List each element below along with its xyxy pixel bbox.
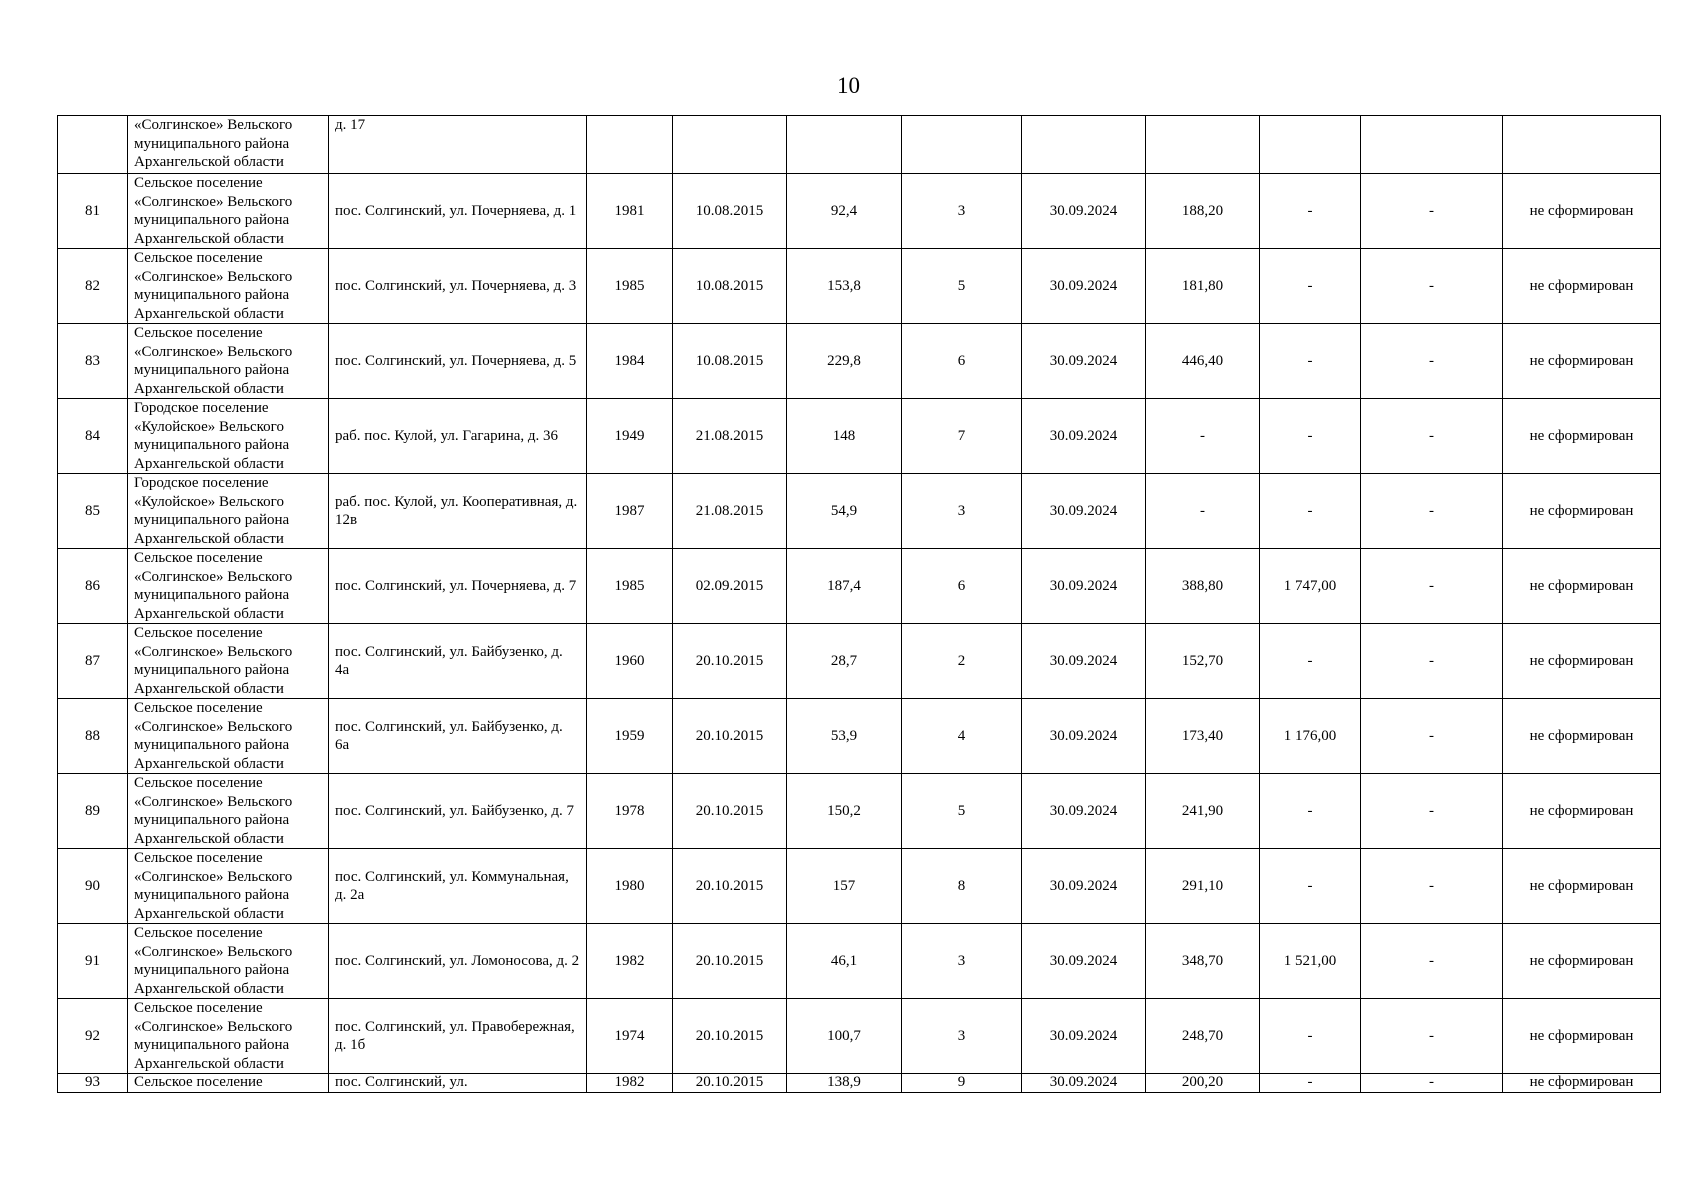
cell-status: не сформирован [1503, 624, 1661, 699]
cell-col9: 1 747,00 [1260, 549, 1361, 624]
cell-deadline: 30.09.2024 [1022, 174, 1146, 249]
cell-deadline: 30.09.2024 [1022, 624, 1146, 699]
cell-status: не сформирован [1503, 324, 1661, 399]
cell-col10: - [1361, 549, 1503, 624]
cell-col9: - [1260, 474, 1361, 549]
table-row [58, 699, 1661, 774]
cell-municipality: Сельское поселение «Солгинское» Вельского муниципального района Архангельской области [128, 549, 329, 624]
cell-empty [1022, 116, 1146, 174]
cell-col8: 152,70 [1146, 624, 1260, 699]
cell-col8: 200,20 [1146, 1074, 1260, 1093]
page-number: 10 [837, 73, 860, 98]
cell-num: 92 [58, 999, 128, 1074]
cell-empty [1503, 116, 1661, 174]
cell-col10: - [1361, 399, 1503, 474]
cell-address: д. 17 [329, 116, 587, 174]
cell-num: 83 [58, 324, 128, 399]
cell-area: 100,7 [787, 999, 902, 1074]
table-row [58, 774, 1661, 849]
table-row [58, 399, 1661, 474]
table-row [58, 849, 1661, 924]
cell-empty [587, 116, 673, 174]
cell-col9: 1 176,00 [1260, 699, 1361, 774]
cell-col8: 181,80 [1146, 249, 1260, 324]
cell-area: 46,1 [787, 924, 902, 999]
cell-people: 8 [902, 849, 1022, 924]
cell-col9: - [1260, 249, 1361, 324]
cell-date: 10.08.2015 [673, 249, 787, 324]
cell-people: 5 [902, 249, 1022, 324]
cell-col8: 291,10 [1146, 849, 1260, 924]
cell-col8: 188,20 [1146, 174, 1260, 249]
cell-col9: - [1260, 624, 1361, 699]
cell-area: 229,8 [787, 324, 902, 399]
cell-address: пос. Солгинский, ул. Почерняева, д. 1 [329, 174, 587, 249]
cell-people: 3 [902, 474, 1022, 549]
cell-col10: - [1361, 174, 1503, 249]
cell-col8: - [1146, 474, 1260, 549]
cell-date: 21.08.2015 [673, 399, 787, 474]
cell-year: 1974 [587, 999, 673, 1074]
cell-col9: - [1260, 324, 1361, 399]
cell-deadline: 30.09.2024 [1022, 1074, 1146, 1093]
cell-municipality: Сельское поселение «Солгинское» Вельского муниципального района Архангельской области [128, 849, 329, 924]
cell-municipality: Сельское поселение «Солгинское» Вельского муниципального района Архангельской области [128, 174, 329, 249]
cell-address: пос. Солгинский, ул. Ломоносова, д. 2 [329, 924, 587, 999]
cell-deadline: 30.09.2024 [1022, 849, 1146, 924]
cell-municipality: Сельское поселение «Солгинское» Вельского муниципального района Архангельской области [128, 324, 329, 399]
cell-col9: - [1260, 849, 1361, 924]
cell-year: 1949 [587, 399, 673, 474]
cell-col9: - [1260, 774, 1361, 849]
cell-year: 1959 [587, 699, 673, 774]
cell-status: не сформирован [1503, 174, 1661, 249]
cell-people: 6 [902, 324, 1022, 399]
cell-year: 1987 [587, 474, 673, 549]
cell-address: раб. пос. Кулой, ул. Гагарина, д. 36 [329, 399, 587, 474]
cell-date: 02.09.2015 [673, 549, 787, 624]
cell-deadline: 30.09.2024 [1022, 249, 1146, 324]
cell-empty [787, 116, 902, 174]
cell-people: 2 [902, 624, 1022, 699]
cell-col8: 241,90 [1146, 774, 1260, 849]
cell-date: 20.10.2015 [673, 699, 787, 774]
cell-col10: - [1361, 324, 1503, 399]
continuation-row [58, 116, 1661, 174]
cell-deadline: 30.09.2024 [1022, 399, 1146, 474]
cell-municipality: «Солгинское» Вельского муниципального района Архангельской области [128, 116, 329, 174]
cell-status: не сформирован [1503, 399, 1661, 474]
cell-address: пос. Солгинский, ул. Правобережная, д. 1б [329, 999, 587, 1074]
cell-area: 157 [787, 849, 902, 924]
cell-municipality: Сельское поселение «Солгинское» Вельского муниципального района Архангельской области [128, 699, 329, 774]
cell-col10: - [1361, 249, 1503, 324]
cell-area: 150,2 [787, 774, 902, 849]
cell-people: 7 [902, 399, 1022, 474]
cell-status: не сформирован [1503, 249, 1661, 324]
cell-col10: - [1361, 849, 1503, 924]
cell-date: 21.08.2015 [673, 474, 787, 549]
cell-address: пос. Солгинский, ул. Байбузенко, д. 7 [329, 774, 587, 849]
cell-status: не сформирован [1503, 1074, 1661, 1093]
cell-municipality: Сельское поселение «Солгинское» Вельского муниципального района Архангельской области [128, 999, 329, 1074]
cell-col8: 173,40 [1146, 699, 1260, 774]
cell-address: пос. Солгинский, ул. Байбузенко, д. 4а [329, 624, 587, 699]
cell-status: не сформирован [1503, 549, 1661, 624]
cell-date: 10.08.2015 [673, 324, 787, 399]
table-row [58, 249, 1661, 324]
cell-status: не сформирован [1503, 474, 1661, 549]
cell-date: 10.08.2015 [673, 174, 787, 249]
cell-date: 20.10.2015 [673, 849, 787, 924]
cell-empty [902, 116, 1022, 174]
cell-deadline: 30.09.2024 [1022, 699, 1146, 774]
cell-address: пос. Солгинский, ул. Байбузенко, д. 6а [329, 699, 587, 774]
cell-address: пос. Солгинский, ул. [329, 1074, 587, 1093]
cell-num: 82 [58, 249, 128, 324]
cell-people: 5 [902, 774, 1022, 849]
cell-municipality: Сельское поселение «Солгинское» Вельского муниципального района Архангельской области [128, 774, 329, 849]
cell-date: 20.10.2015 [673, 624, 787, 699]
cell-col10: - [1361, 1074, 1503, 1093]
cell-people: 6 [902, 549, 1022, 624]
cell-num: 85 [58, 474, 128, 549]
cell-num: 84 [58, 399, 128, 474]
cell-col10: - [1361, 699, 1503, 774]
table-row [58, 999, 1661, 1074]
cell-municipality: Сельское поселение «Солгинское» Вельского муниципального района Архангельской области [128, 249, 329, 324]
cell-deadline: 30.09.2024 [1022, 924, 1146, 999]
cell-col8: 388,80 [1146, 549, 1260, 624]
cell-year: 1978 [587, 774, 673, 849]
cell-year: 1985 [587, 549, 673, 624]
table-row [58, 474, 1661, 549]
cell-address: пос. Солгинский, ул. Почерняева, д. 7 [329, 549, 587, 624]
cell-col8: - [1146, 399, 1260, 474]
cell-year: 1960 [587, 624, 673, 699]
cell-area: 187,4 [787, 549, 902, 624]
cell-municipality: Сельское поселение [128, 1074, 329, 1093]
cell-status: не сформирован [1503, 849, 1661, 924]
cell-area: 54,9 [787, 474, 902, 549]
cell-address: пос. Солгинский, ул. Почерняева, д. 5 [329, 324, 587, 399]
cell-empty [673, 116, 787, 174]
cell-status: не сформирован [1503, 999, 1661, 1074]
cell-deadline: 30.09.2024 [1022, 474, 1146, 549]
cell-year: 1982 [587, 1074, 673, 1093]
cell-area: 138,9 [787, 1074, 902, 1093]
cell-address: пос. Солгинский, ул. Почерняева, д. 3 [329, 249, 587, 324]
cell-year: 1985 [587, 249, 673, 324]
cell-num: 81 [58, 174, 128, 249]
cell-num [58, 116, 128, 174]
cell-col10: - [1361, 624, 1503, 699]
cell-address: раб. пос. Кулой, ул. Кооперативная, д. 12в [329, 474, 587, 549]
cell-empty [1361, 116, 1503, 174]
cell-area: 148 [787, 399, 902, 474]
cell-num: 89 [58, 774, 128, 849]
cell-year: 1980 [587, 849, 673, 924]
cell-people: 3 [902, 924, 1022, 999]
cell-col10: - [1361, 924, 1503, 999]
cell-status: не сформирован [1503, 774, 1661, 849]
table-row [58, 549, 1661, 624]
cell-deadline: 30.09.2024 [1022, 324, 1146, 399]
table-row [58, 924, 1661, 999]
cell-municipality: Городское поселение «Кулойское» Вельского муниципального района Архангельской области [128, 474, 329, 549]
cell-col8: 446,40 [1146, 324, 1260, 399]
cell-year: 1982 [587, 924, 673, 999]
cell-empty [1260, 116, 1361, 174]
cell-date: 20.10.2015 [673, 1074, 787, 1093]
cell-area: 53,9 [787, 699, 902, 774]
cell-col8: 248,70 [1146, 999, 1260, 1074]
cell-col9: - [1260, 399, 1361, 474]
table-row [58, 174, 1661, 249]
table-row [58, 324, 1661, 399]
cell-municipality: Сельское поселение «Солгинское» Вельского муниципального района Архангельской области [128, 924, 329, 999]
cell-col10: - [1361, 999, 1503, 1074]
table-row [58, 624, 1661, 699]
cell-people: 9 [902, 1074, 1022, 1093]
cell-area: 28,7 [787, 624, 902, 699]
cell-area: 92,4 [787, 174, 902, 249]
cell-deadline: 30.09.2024 [1022, 549, 1146, 624]
cell-col9: - [1260, 1074, 1361, 1093]
cell-empty [1146, 116, 1260, 174]
cell-deadline: 30.09.2024 [1022, 774, 1146, 849]
cell-year: 1981 [587, 174, 673, 249]
cell-date: 20.10.2015 [673, 924, 787, 999]
cell-status: не сформирован [1503, 924, 1661, 999]
cell-num: 86 [58, 549, 128, 624]
housing-registry-table [57, 115, 1661, 1093]
table-row-partial [58, 1074, 1661, 1093]
cell-col8: 348,70 [1146, 924, 1260, 999]
cell-num: 91 [58, 924, 128, 999]
cell-deadline: 30.09.2024 [1022, 999, 1146, 1074]
cell-people: 4 [902, 699, 1022, 774]
cell-date: 20.10.2015 [673, 774, 787, 849]
cell-num: 93 [58, 1074, 128, 1093]
cell-col10: - [1361, 774, 1503, 849]
cell-num: 87 [58, 624, 128, 699]
cell-people: 3 [902, 999, 1022, 1074]
cell-address: пос. Солгинский, ул. Коммунальная, д. 2а [329, 849, 587, 924]
cell-municipality: Сельское поселение «Солгинское» Вельского муниципального района Архангельской области [128, 624, 329, 699]
cell-status: не сформирован [1503, 699, 1661, 774]
cell-col9: - [1260, 999, 1361, 1074]
cell-date: 20.10.2015 [673, 999, 787, 1074]
cell-people: 3 [902, 174, 1022, 249]
cell-col10: - [1361, 474, 1503, 549]
cell-col9: - [1260, 174, 1361, 249]
cell-municipality: Городское поселение «Кулойское» Вельского муниципального района Архангельской области [128, 399, 329, 474]
cell-year: 1984 [587, 324, 673, 399]
cell-area: 153,8 [787, 249, 902, 324]
cell-num: 90 [58, 849, 128, 924]
cell-num: 88 [58, 699, 128, 774]
cell-col9: 1 521,00 [1260, 924, 1361, 999]
